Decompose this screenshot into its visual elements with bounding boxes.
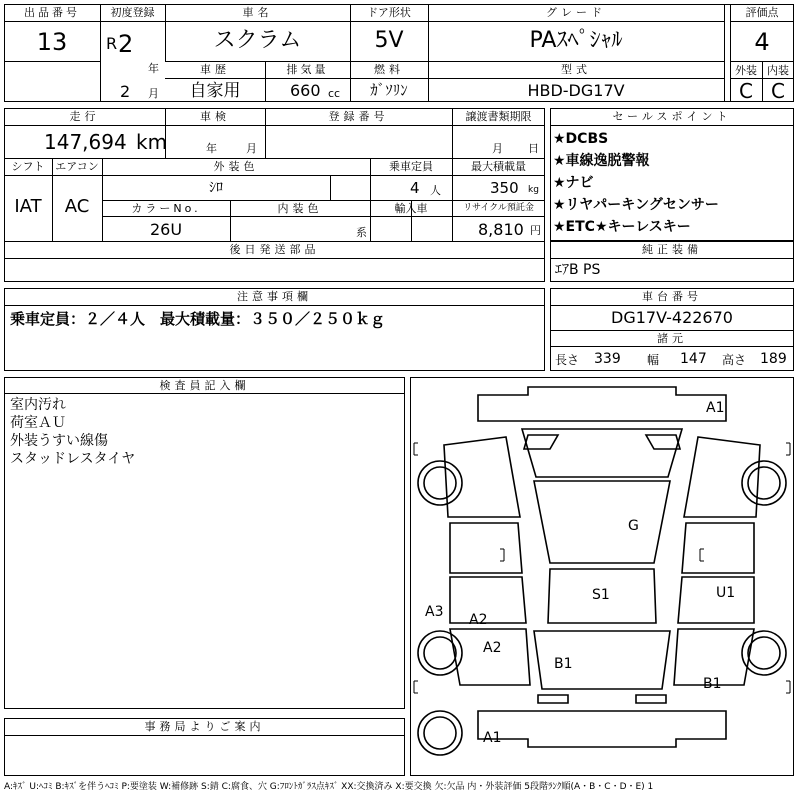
- fuel: ｶﾞｿﾘﾝ: [370, 81, 408, 99]
- displacement-label: 排気量: [286, 63, 329, 76]
- year-unit: 年: [148, 62, 159, 75]
- damage-mark-rear-bumper: A1: [483, 730, 502, 746]
- damage-mark-right-side: U1: [716, 585, 736, 601]
- rear-bumper-outline: [478, 711, 726, 747]
- first-reg-label: 初度登録: [110, 6, 155, 19]
- sales-point-item: ★ETC★キーレスキー: [553, 219, 691, 235]
- inspector-note: 外装うすい線傷: [10, 433, 108, 449]
- shift: IAT: [14, 196, 42, 217]
- capacity: 4: [410, 179, 420, 197]
- recycle-label: リサイクル預託金: [463, 203, 534, 213]
- width: 147: [680, 351, 707, 367]
- interior-label: 内装: [767, 64, 789, 77]
- damage-mark-left-rear-lower: A2: [483, 640, 502, 656]
- ext-color-label: 外装色: [213, 160, 259, 173]
- length: 339: [594, 351, 621, 367]
- door-label: ドア形状: [367, 6, 411, 19]
- plate-label: 登録番号: [328, 110, 389, 123]
- lot-number-label: 出品番号: [24, 6, 80, 19]
- reg-year: 2: [118, 30, 134, 58]
- color-no: 26U: [149, 220, 183, 239]
- inspector-note: 荷室ＡＵ: [10, 415, 66, 431]
- length-label: 長さ: [555, 353, 580, 367]
- fuel-label: 燃料: [374, 63, 404, 76]
- door: 5V: [374, 28, 404, 53]
- damage-mark-rear-hatch: B1: [554, 656, 573, 672]
- transfer-label: 譲渡書類期限: [465, 110, 532, 123]
- exterior-grade: C: [739, 79, 753, 103]
- ext-color: ｼﾛ: [209, 180, 223, 196]
- recycle-unit: 円: [530, 224, 541, 237]
- capacity-unit: 人: [430, 184, 441, 197]
- color-no-label: カラーNo.: [131, 202, 201, 215]
- score: 4: [754, 28, 770, 56]
- max-load-label: 最大積載量: [471, 160, 526, 173]
- model-code: HBD-DG17V: [527, 81, 625, 100]
- capacity-label: 乗車定員: [389, 160, 433, 173]
- score-label: 評価点: [745, 6, 779, 19]
- grade-label: グレード: [546, 6, 606, 19]
- displacement: 660: [290, 81, 321, 100]
- sales-points-label: セールスポイント: [612, 110, 732, 123]
- caution-label: 注意事項欄: [237, 290, 312, 303]
- model-code-label: 型式: [561, 63, 591, 76]
- left-side-panel: [450, 523, 522, 573]
- height-label: 高さ: [722, 353, 747, 367]
- front-bumper-outline: [478, 387, 726, 421]
- damage-mark-left-panel: A3: [425, 604, 444, 620]
- transfer-month-unit: 月: [492, 142, 503, 155]
- interior-grade: C: [771, 79, 785, 103]
- max-load: 350: [490, 179, 519, 197]
- damage-mark-left-rear-upper: A2: [469, 612, 488, 628]
- inspector-note: 室内汚れ: [10, 397, 66, 413]
- era: R: [106, 34, 118, 53]
- caution-text: 乗車定員：２／４人 最大積載量：３５０／２５０ｋｇ: [10, 310, 386, 328]
- shift-label: シフト: [11, 160, 45, 173]
- exterior-label: 外装: [735, 64, 757, 77]
- chassis-label: 車台番号: [642, 290, 702, 303]
- history: 自家用: [189, 81, 241, 101]
- int-color-suffix: 系: [356, 226, 367, 239]
- inspector-note: スタッドレスタイヤ: [10, 451, 136, 467]
- dims-label: 諸元: [657, 332, 687, 345]
- damage-mark-front-bumper: A1: [706, 400, 725, 416]
- car-name-label: 車名: [242, 6, 273, 19]
- car-name: スクラム: [213, 28, 302, 53]
- standard-equip-label: 純正装備: [642, 243, 702, 256]
- right-side-panel: [682, 523, 754, 573]
- damage-mark-roof: G: [628, 518, 639, 534]
- chassis-number: DG17V-422670: [611, 308, 733, 327]
- displacement-unit: cc: [328, 87, 341, 100]
- damage-mark-rear-glass: S1: [592, 587, 610, 603]
- height: 189: [760, 351, 787, 367]
- office-label: 事務局よりご案内: [144, 720, 265, 733]
- int-color-label: 内装色: [277, 202, 323, 215]
- damage-mark-right-rear: B1: [703, 676, 722, 692]
- inspection-month-unit: 月: [246, 142, 257, 155]
- transfer-day-unit: 日: [528, 142, 539, 155]
- sales-point-item: ★車線逸脱警報: [553, 153, 650, 169]
- max-load-unit: kg: [528, 185, 539, 195]
- standard-equip: ｴｱB PS: [555, 262, 601, 278]
- car-diagram: [410, 377, 794, 776]
- aircon: AC: [64, 196, 90, 217]
- legend: A:ｷｽﾞ U:ﾍｺﾐ B:ｷｽﾞを伴うﾍｺﾐ P:要塗装 W:補修跡 S:錆 C:腐食、穴 G:ﾌﾛﾝﾄｶﾞﾗｽ点ｷｽﾞ XX:交換済み X:要交換 欠:欠品 内・外装評価 5段階ﾗﾝｸ順(A・B・C・D・E) 1: [4, 782, 654, 792]
- width-label: 幅: [647, 353, 660, 367]
- mileage-unit: km: [136, 130, 168, 154]
- import-label: 輸入車: [394, 202, 428, 215]
- aircon-label: エアコン: [55, 160, 99, 173]
- reg-month: 2: [120, 82, 131, 101]
- history-label: 車歴: [200, 63, 230, 76]
- inspection-label: 車検: [200, 110, 230, 123]
- sales-point-item: ★ナビ: [553, 175, 594, 191]
- later-parts-label: 後日発送部品: [229, 243, 320, 256]
- mileage: 147,694: [44, 130, 127, 154]
- recycle: 8,810: [478, 220, 524, 239]
- grade: PAｽﾍﾟｼｬﾙ: [529, 28, 623, 53]
- sales-point-item: ★DCBS: [553, 131, 609, 147]
- roof-outline: [534, 481, 670, 563]
- inspector-label: 検査員記入欄: [159, 379, 250, 392]
- month-unit: 月: [148, 87, 159, 100]
- sales-point-item: ★リヤパーキングセンサー: [553, 197, 719, 213]
- mileage-label: 走行: [69, 110, 100, 123]
- windshield-outline: [522, 429, 682, 477]
- inspection-year-unit: 年: [206, 142, 217, 155]
- lot-number: 13: [36, 28, 68, 56]
